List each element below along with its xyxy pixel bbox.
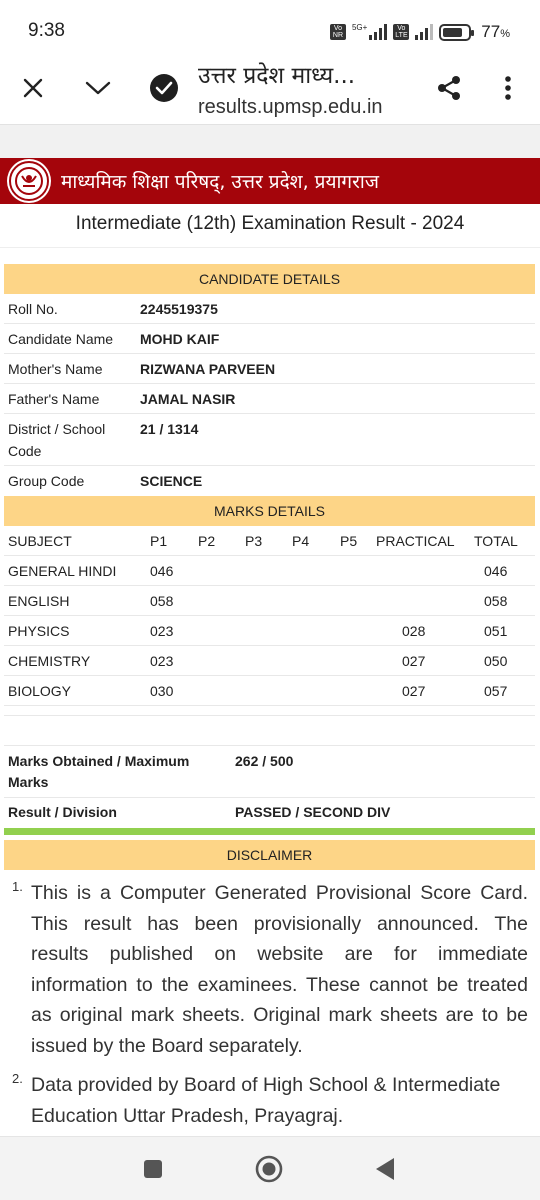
subject-name: PHYSICS	[8, 623, 70, 639]
table-spacer	[4, 716, 535, 746]
disclaimer-text-1: This is a Computer Generated Provisional Score Card. This result has been provisionally announced. The results published on website are for immediate information to the examinees. These cannot be treated as original mark sheets. Original mark sheets are to be issued by the Board separately.	[31, 882, 528, 1057]
result-value: PASSED / SECOND DIV	[235, 804, 391, 820]
status-bar	[0, 0, 540, 58]
marks-obtained-label-line2: Marks	[8, 774, 49, 790]
roll-row	[4, 294, 535, 324]
table-row	[4, 556, 535, 586]
site-info-button[interactable]	[144, 68, 184, 108]
url-text[interactable]: results.upmsp.edu.in	[198, 96, 383, 118]
marks-summary-row	[4, 746, 535, 798]
verified-check-icon	[149, 73, 179, 103]
recent-apps-icon	[143, 1159, 163, 1179]
expand-button[interactable]	[78, 68, 118, 108]
col-subject: SUBJECT	[8, 533, 72, 549]
roll-label: Roll No.	[8, 301, 58, 317]
board-name: माध्यमिक शिक्षा परिषद्, उत्तर प्रदेश, प्रयागराज	[61, 171, 379, 193]
candidate-details-heading: CANDIDATE DETAILS	[4, 264, 535, 294]
disclaimer-item-2	[12, 1070, 528, 1131]
chevron-down-icon	[85, 80, 111, 96]
volte-lte-icon: Vo LTE	[395, 25, 408, 39]
total-mark: 046	[484, 563, 508, 579]
col-p4: P4	[292, 533, 310, 549]
subject-name: ENGLISH	[8, 593, 70, 609]
marks-header-row	[4, 526, 535, 556]
table-row-empty	[4, 706, 535, 716]
board-banner	[0, 158, 540, 204]
disclaimer-heading: DISCLAIMER	[4, 840, 535, 870]
table-row	[4, 646, 535, 676]
more-vert-icon	[504, 75, 512, 101]
name-label: Candidate Name	[8, 331, 114, 347]
col-p3: P3	[245, 533, 263, 549]
home-icon	[255, 1155, 283, 1183]
browser-toolbar	[0, 58, 540, 124]
name-value: MOHD KAIF	[140, 331, 220, 347]
mother-label: Mother's Name	[8, 361, 103, 377]
more-options-button[interactable]	[488, 68, 528, 108]
back-icon	[374, 1157, 396, 1181]
father-row	[4, 384, 535, 414]
p1-mark: 023	[150, 653, 174, 669]
share-icon	[435, 74, 463, 102]
p1-mark: 023	[150, 623, 174, 639]
table-row	[4, 676, 535, 706]
result-row	[4, 798, 535, 826]
practical-mark: 027	[402, 683, 426, 699]
result-divider	[4, 828, 535, 835]
page-top-spacer	[0, 124, 540, 158]
subject-name: CHEMISTRY	[8, 653, 91, 669]
group-row	[4, 466, 535, 496]
exam-title: Intermediate (12th) Examination Result - 2024	[0, 204, 540, 248]
father-value: JAMAL NASIR	[140, 391, 236, 407]
roll-value: 2245519375	[140, 301, 218, 317]
p1-mark: 058	[150, 593, 174, 609]
home-button[interactable]	[253, 1153, 285, 1185]
p1-mark: 046	[150, 563, 174, 579]
father-label: Father's Name	[8, 391, 100, 407]
volte-nr-icon: Vo NR	[330, 24, 346, 40]
col-total: TOTAL	[474, 533, 518, 549]
group-value: SCIENCE	[140, 473, 203, 489]
practical-mark: 027	[402, 653, 426, 669]
district-label: District / School	[8, 421, 106, 437]
group-label: Group Code	[8, 473, 85, 489]
mother-value: RIZWANA PARVEEN	[140, 361, 276, 377]
signal-icon	[369, 24, 387, 40]
emblem-logo	[9, 161, 49, 201]
marks-details-heading: MARKS DETAILS	[4, 496, 535, 526]
share-button[interactable]	[429, 68, 469, 108]
table-row	[4, 586, 535, 616]
back-button[interactable]	[369, 1153, 401, 1185]
list-number: 2.	[12, 1071, 23, 1086]
list-number: 1.	[12, 879, 23, 894]
col-p1: P1	[150, 533, 168, 549]
mother-row	[4, 354, 535, 384]
status-icons	[330, 22, 510, 42]
up-emblem-icon	[14, 166, 44, 196]
marks-obtained-label: Marks Obtained / Maximum	[8, 753, 190, 769]
signal-icon-2	[415, 24, 433, 40]
p1-mark: 030	[150, 683, 174, 699]
page-title: उत्तर प्रदेश माध्य...	[198, 63, 356, 89]
disclaimer-text-2: Data provided by Board of High School & Intermediate Education Uttar Pradesh, Prayagraj.	[31, 1074, 501, 1127]
recent-apps-button[interactable]	[137, 1153, 169, 1185]
district-label-line2: Code	[8, 443, 42, 459]
subject-name: BIOLOGY	[8, 683, 72, 699]
total-mark: 058	[484, 593, 508, 609]
district-row	[4, 414, 535, 466]
battery-percent: 77	[481, 22, 501, 41]
battery-icon	[439, 24, 471, 41]
total-mark: 057	[484, 683, 508, 699]
disclaimer-item-1	[12, 878, 528, 1062]
battery-unit: %	[500, 28, 510, 40]
system-nav-bar	[0, 1136, 540, 1200]
status-time: 9:38	[28, 20, 65, 41]
close-button[interactable]	[13, 68, 53, 108]
col-p2: P2	[198, 533, 216, 549]
subject-name: GENERAL HINDI	[8, 563, 117, 579]
marks-obtained-value: 262 / 500	[235, 753, 294, 769]
table-row	[4, 616, 535, 646]
close-icon	[22, 77, 44, 99]
district-value: 21 / 1314	[140, 421, 199, 437]
col-p5: P5	[340, 533, 358, 549]
network-type: 5G+	[351, 22, 368, 32]
name-row	[4, 324, 535, 354]
total-mark: 050	[484, 653, 508, 669]
result-label: Result / Division	[8, 804, 117, 820]
total-mark: 051	[484, 623, 508, 639]
practical-mark: 028	[402, 623, 426, 639]
col-practical: PRACTICAL	[376, 533, 455, 549]
